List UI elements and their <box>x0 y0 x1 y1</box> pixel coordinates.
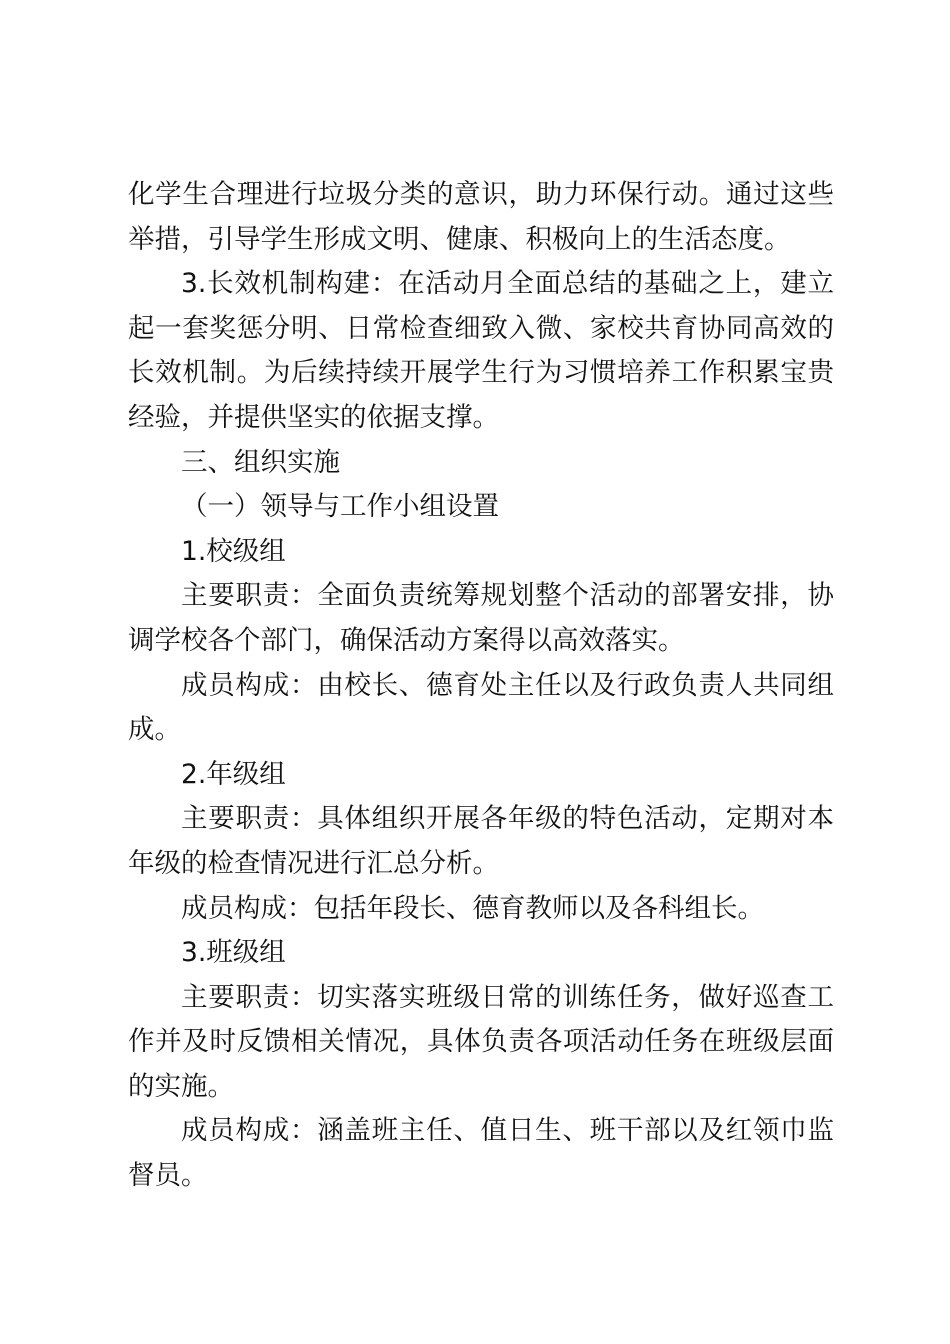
paragraph-class-group-members: 成员构成：涵盖班主任、值日生、班干部以及红领巾监督员。 <box>128 1115 834 1192</box>
item-heading-grade-level-group: 2.年级组 <box>181 758 286 790</box>
item-heading-class-level-group: 3.班级组 <box>181 937 286 969</box>
document-body <box>128 173 834 1199</box>
paragraph-class-group-duties: 主要职责：切实落实班级日常的训练任务，做好巡查工作并及时反馈相关情况，具体负责各项活动任务在班级层面的实施。 <box>128 981 834 1102</box>
paragraph-continuation: 化学生合理进行垃圾分类的意识，助力环保行动。通过这些举措，引导学生形成文明、健康、积极向上的生活态度。 <box>128 179 834 255</box>
item-heading-school-level-group: 1.校级组 <box>181 535 286 567</box>
paragraph-long-term-mechanism: 3.长效机制构建：在活动月全面总结的基础之上，建立起一套奖惩分明、日常检查细致入微、家校共育协同高效的长效机制。为后续持续开展学生行为习惯培养工作积累宝贵经验，并提供坚实的依据支撑。 <box>128 268 834 433</box>
subsection-heading-leadership-groups: （一）领导与工作小组设置 <box>181 491 499 523</box>
paragraph-grade-group-duties: 主要职责：具体组织开展各年级的特色活动，定期对本年级的检查情况进行汇总分析。 <box>128 803 834 879</box>
paragraph-grade-group-members: 成员构成：包括年段长、德育教师以及各科组长。 <box>181 892 764 924</box>
paragraph-school-group-members: 成员构成：由校长、德育处主任以及行政负责人共同组成。 <box>128 669 834 746</box>
section-heading-organization: 三、组织实施 <box>181 446 340 478</box>
paragraph-school-group-duties: 主要职责：全面负责统筹规划整个活动的部署安排，协调学校各个部门，确保活动方案得以高效落实。 <box>128 580 834 656</box>
